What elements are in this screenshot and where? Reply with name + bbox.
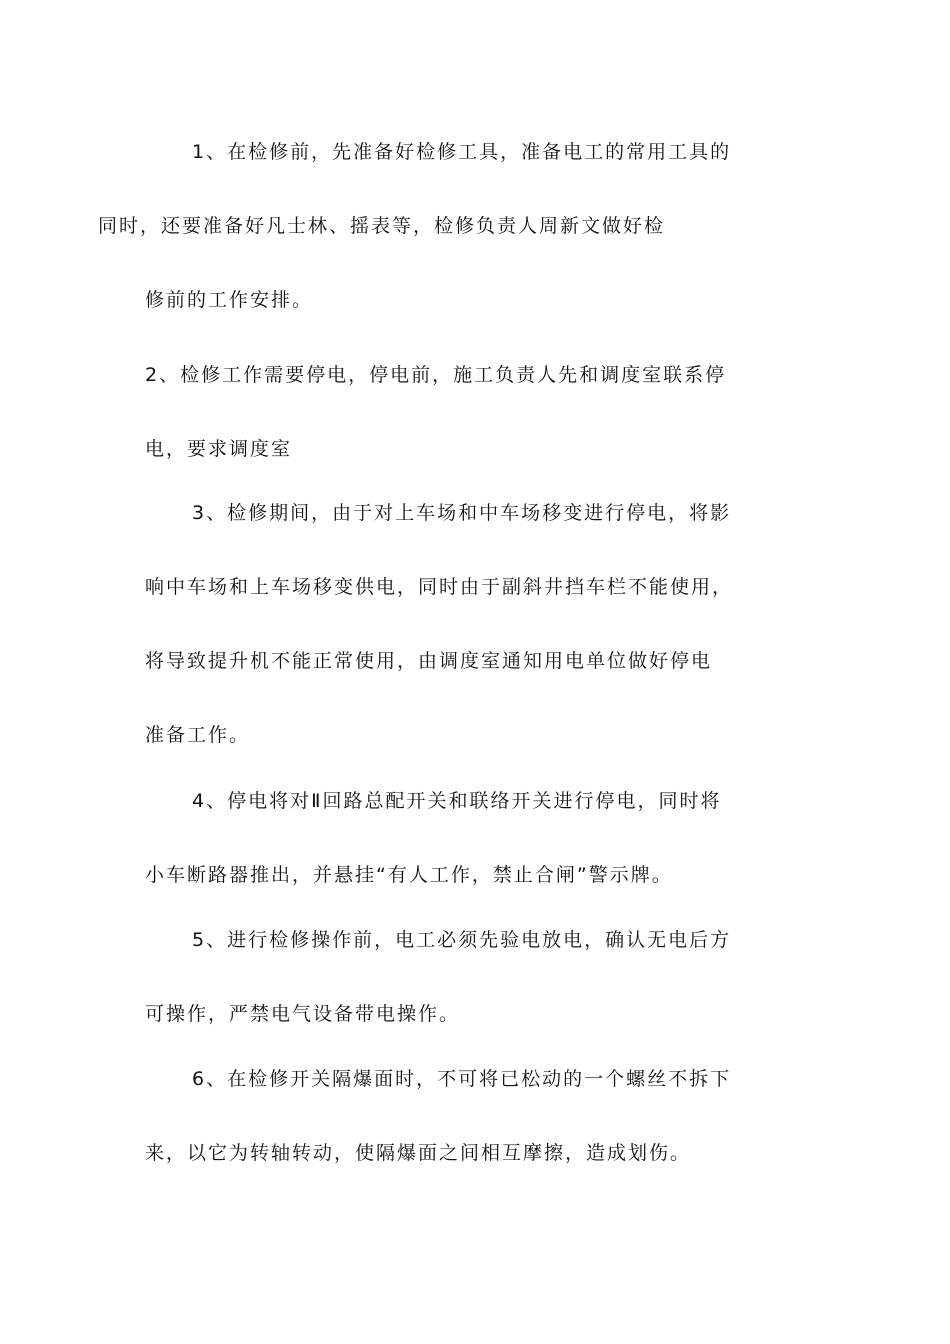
paragraph-line: 4、停电将对Ⅱ回路总配开关和联络开关进行停电，同时将 — [192, 790, 722, 812]
paragraph-line: 准备工作。 — [145, 724, 251, 746]
paragraph-1 — [98, 115, 815, 337]
paragraph-line: 电，要求调度室 — [145, 438, 293, 460]
paragraph-line: 2、检修工作需要停电，停电前，施工负责人先和调度室联系停 — [145, 364, 727, 386]
paragraph-line: 可操作，严禁电气设备带电操作。 — [145, 1003, 461, 1025]
paragraph-line: 修前的工作安排。 — [145, 289, 314, 311]
paragraph-line: 1、在检修前，先准备好检修工具，准备电工的常用工具的 — [192, 141, 732, 163]
paragraph-line: 将导致提升机不能正常使用，由调度室通知用电单位做好停电 — [145, 650, 713, 672]
paragraph-6 — [145, 1042, 815, 1190]
paragraph-3 — [145, 476, 815, 772]
paragraph-line: 响中车场和上车场移变供电，同时由于副斜井挡车栏不能使用， — [145, 576, 734, 598]
paragraph-4 — [145, 764, 815, 912]
paragraph-line: 3、检修期间，由于对上车场和中车场移变进行停电，将影 — [192, 502, 732, 524]
paragraph-line: 来，以它为转轴转动，使隔爆面之间相互摩擦，造成划伤。 — [145, 1142, 692, 1164]
paragraph-2 — [145, 338, 815, 486]
paragraph-line: 6、在检修开关隔爆面时，不可将已松动的一个螺丝不拆下 — [192, 1068, 732, 1090]
paragraph-line: 5、进行检修操作前，电工必须先验电放电，确认无电后方 — [192, 929, 732, 951]
paragraph-line: 小车断路器推出，并悬挂“有人工作，禁止合闸”警示牌。 — [145, 864, 673, 886]
paragraph-line: 同时，还要准备好凡士林、摇表等，检修负责人周新文做好检 — [98, 215, 666, 237]
paragraph-5 — [145, 903, 815, 1051]
